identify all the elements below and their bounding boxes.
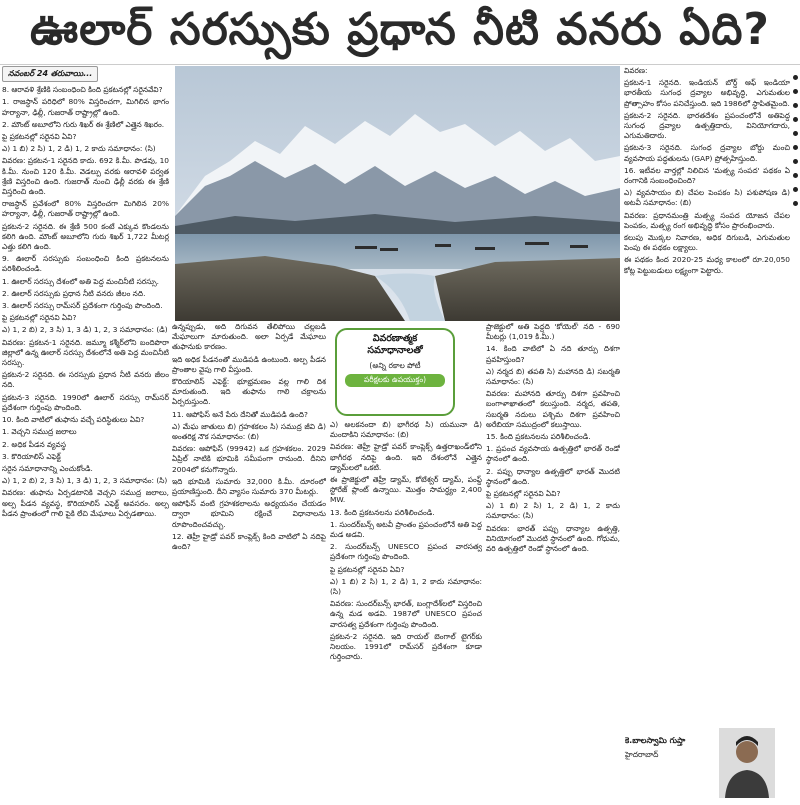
- column-4: [486, 322, 620, 805]
- callout-line-3: (అన్ని రకాల పోటీ: [369, 361, 421, 370]
- continuation-tag: నవంబర్ 24 తరువాయి...: [2, 66, 98, 82]
- col2-paragraph: ఇది అధిక పీడనంతో ముడిపడి ఉంటుంది. అల్ప పీడన ప్రాంతాల వైపు గాలి వీస్తుంది.: [172, 354, 326, 374]
- col1-paragraph: 2. అధిక పీడన వ్యవస్థ: [2, 439, 67, 449]
- col1-paragraph: సరైన సమాధానాన్ని ఎంచుకోండి.: [2, 463, 93, 473]
- author-photo: [719, 728, 775, 798]
- col1-paragraph: 2. మౌంట్ అబూలోని గురు శిఖర్ ఈ శ్రేణిలో ఎత్తైన శిఖరం.: [2, 119, 165, 129]
- col3-paragraph: 1. సుందర్‌బన్స్ అటవీ ప్రాంతం ప్రపంచంలోనే అతి పెద్ద మడ అడవి.: [330, 519, 482, 540]
- col1-paragraph: 9. ఊలార్ సరస్సుకు సంబంధించి కింది ప్రకటనలను పరిశీలించండి.: [2, 254, 169, 274]
- col1-paragraph: 1. రాజస్థాన్ పరిధిలో 80% విస్తరించగా, మిగిలిన భాగం హర్యానా, ఢిల్లీ, గుజరాత్ రాష్ట్రాల్లో ఉంది.: [2, 97, 169, 117]
- col3-paragraph: ఎ) అలకనందా బి) భాగీరథ సి) యమునా డి) మందాకిని సమాధానం: (బి): [330, 420, 482, 440]
- col1-paragraph: 1. ఊలార్ సరస్సు దేశంలో అతి పెద్ద మంచినీటి సరస్సు.: [2, 276, 159, 286]
- col2-paragraph: ఎ) మేఘ జాతులు బి) గ్రహశకలం సి) సముద్ర జీవి డి) అంతరిక్ష నౌక సమాధానం: (బి): [172, 421, 326, 442]
- col3-paragraph: వివరణ: తెహ్రీ హైడ్రో పవర్ కాంప్లెక్స్ ఉత్తరాఖండ్‌లోని భాగీరథ నదిపై ఉంది. ఇది దేశంలోనే ఎత్తైన డ్యామ్‌లలో ఒకటి.: [330, 442, 482, 472]
- col1-paragraph: ప్రకటన-2 సరైనది. ఈ శ్రేణి 500 కంటే ఎక్కువ కొండలను కలిగి ఉంది. మౌంట్ అబూలోని గురు శిఖర్ 1,722 మీటర్ల ఎత్తు కలిగి ఉంది.: [2, 221, 169, 252]
- col1-paragraph: 2. ఊలార్ సరస్సుకు ప్రధాన నీటి వనరు జీలం నది.: [2, 288, 146, 298]
- col1-paragraph: ఎ) 1, 2 బి) 2, 3 సి) 1, 3 డి) 1, 2, 3 సమాధానం: (డి): [2, 325, 168, 335]
- column-4-body: [486, 322, 620, 554]
- col1-paragraph: 3. కొరియాలిస్ ఎఫెక్ట్: [2, 451, 61, 461]
- col1-paragraph: వివరణ: ప్రకటన-1 సరైనది కాదు. 692 కి.మీ. పొడవు, 10 కి.మీ. నుంచి 120 కి.మీ. వెడల్పు వరకు ఆరావళి పర్వత శ్రేణి విస్తరించి ఉంది. గుజరాత్ నుంచి ఢిల్లీ వరకు ఈ శ్రేణి విస్తరించి ఉంది.: [2, 156, 169, 197]
- col3-paragraph: ఎ) 1 బి) 2 సి) 1, 2 డి) 1, 2 కాదు సమాధానం: (సి): [330, 576, 482, 597]
- col4-paragraph: పై ప్రకటనల్లో సరైనవి ఏవి?: [486, 489, 561, 499]
- callout-line-4: పరీక్షలకు ఉపయుక్తం): [345, 374, 445, 387]
- col1-paragraph: ప్రకటన-3 సరైనది. 1990లో ఊలార్ సరస్సు రామ్‌సర్ ప్రదేశంగా గుర్తింపు పొందింది.: [2, 392, 169, 412]
- col4-paragraph: ఎ) 1 బి) 2 సి) 1, 2 డి) 1, 2 కాదు సమాధానం: (సి): [486, 501, 620, 521]
- col4-paragraph: ఎ) నర్మద బి) తపతి సి) మహానది డి) సబర్మతి సమాధానం: (సి): [486, 366, 620, 387]
- author-avatar-icon: [719, 728, 775, 798]
- callout-line-2: సమాధానాలతో: [367, 345, 423, 356]
- col5-paragraph: వివరణ:: [624, 66, 648, 75]
- column-3: [330, 420, 482, 805]
- headline: ఊలార్ సరస్సుకు ప్రధాన నీటి వనరు ఏది?: [30, 4, 770, 55]
- col4-paragraph: 1. ప్రపంచ వ్యవసాయ ఉత్పత్తిలో భారత్ రెండో స్థానంలో ఉంది.: [486, 444, 620, 464]
- col4-paragraph: వివరణ: భారత్ పప్పు ధాన్యాల ఉత్పత్తి, వినియోగంలో మొదటి స్థానంలో ఉంది. గోధుమ, వరి ఉత్పత్తిలో రెండో స్థానంలో ఉంది.: [486, 523, 620, 554]
- col3-paragraph: పై ప్రకటనల్లో సరైనవి ఏవి?: [330, 564, 405, 574]
- col5-paragraph: ప్రకటన-3 సరైనది. సుగంధ ద్రవ్యాల బోర్డు మంచి వ్యవసాయ పద్ధతులను (GAP) ప్రోత్సహిస్తుంది.: [624, 143, 790, 163]
- col1-paragraph: ఎ) 1, 2 బి) 2, 3 సి) 1, 3 డి) 1, 2, 3 సమాధానం: (సి): [2, 476, 168, 486]
- col5-paragraph: వివరణ: ప్రధానమంత్రి మత్స్య సంపద యోజన చేపల పెంపకం, మత్స్య రంగ అభివృద్ధి కోసం ప్రారంభించారు.: [624, 210, 790, 230]
- callout-box: [335, 328, 455, 416]
- col3-paragraph: 13. కింది ప్రకటనలను పరిశీలించండి.: [330, 507, 435, 517]
- author-byline: [625, 728, 775, 800]
- col5-paragraph: 16. ఇటీవల వార్తల్లో నిలిచిన 'మత్స్య సంపద' పథకం ఏ రంగానికి సంబంధించింది?: [624, 165, 790, 186]
- col4-paragraph: 2. పప్పు ధాన్యాల ఉత్పత్తిలో భారత్ మొదటి స్థానంలో ఉంది.: [486, 466, 620, 486]
- column-2: [172, 322, 326, 805]
- col5-paragraph: కలుపు మొక్కల నివారణ, అధిక దిగుబడి, ఎగుమతుల పెంపు ఈ పథకం లక్ష్యాలు.: [624, 233, 790, 253]
- col2-paragraph: 12. తెహ్రీ హైడ్రో పవర్ కాంప్లెక్స్ కింది వాటిలో ఏ నదిపై ఉంది?: [172, 531, 326, 552]
- col3-paragraph: ఈ ప్రాజెక్టులో తెహ్రీ డ్యామ్, కోటేశ్వర్ డ్యామ్, పంప్డ్ స్టోరేజ్ ప్లాంట్ ఉన్నాయి. మొత్తం సామర్థ్యం 2,400 MW.: [330, 475, 482, 505]
- col1-paragraph: పై ప్రకటనల్లో సరైనవి ఏవి?: [2, 313, 77, 323]
- col3-paragraph: ప్రకటన-2 సరైనది. ఇది రాయల్ బెంగాల్ టైగర్‌కు నిలయం. 1991లో రామ్‌సర్ ప్రదేశంగా కూడా గుర్తించారు.: [330, 631, 482, 662]
- lake-photo-illustration: [175, 66, 620, 321]
- author-name: కె.బాలస్వామి గుప్తా: [625, 736, 686, 745]
- col5-paragraph: ప్రకటన-2 సరైనది. భారతదేశం ప్రపంచంలోనే అతిపెద్ద సుగంధ ద్రవ్యాల ఉత్పత్తిదారు, వినియోగదారు, ఎగుమతిదారు.: [624, 110, 790, 141]
- column-5: [624, 66, 790, 726]
- col1-paragraph: 3. ఊలార్ సరస్సు రామ్‌సర్ ప్రదేశంగా గుర్తింపు పొందింది.: [2, 301, 163, 311]
- col4-paragraph: 14. కింది వాటిలో ఏ నది తూర్పు దిశగా ప్రవహిస్తుంది?: [486, 344, 620, 364]
- col1-paragraph: 8. ఆరావళి శ్రేణికి సంబంధించి కింది ప్రకటనల్లో సరైనవేవి?: [2, 85, 163, 95]
- col4-paragraph: ప్రాజెక్టులో అతి పెద్దది 'కోయెల్‌' నది - 690 మీటర్లు (1,019 కి.మీ.): [486, 322, 620, 342]
- lake-photo: [175, 66, 620, 321]
- col2-paragraph: కొరియాలిస్ ఎఫెక్ట్: భూభ్రమణం వల్ల గాలి దిశ మారుతుంది. ఇది తుఫాను గాలి చక్రాలను ఏర్పరుస్తుంది.: [172, 377, 326, 407]
- col1-paragraph: పై ప్రకటనల్లో సరైనవి ఏవి?: [2, 132, 77, 142]
- col2-paragraph: ఆపోఫిస్ వంటి గ్రహశకలాలను అధ్యయనం చేయడం ద్వారా భూమిని రక్షించే విధానాలను రూపొందించవచ్చు.: [172, 499, 326, 529]
- col2-paragraph: ఉన్నప్పుడు, అది దిగువన తేలిపోయి చల్లబడి మేఘాలుగా మారుతుంది. అలా ఏర్పడే మేఘాలు తుఫానుకు కారణం.: [172, 322, 326, 352]
- column-5-body: [624, 66, 790, 276]
- col1-paragraph: ప్రకటన-2 సరైనది. ఈ సరస్సుకు ప్రధాన నీటి వనరు జీలం నది.: [2, 370, 169, 390]
- col1-paragraph: వివరణ: ప్రకటన-1 సరైనది. జమ్మూ కశ్మీర్‌లోని బందిపొరా జిల్లాలో ఉన్న ఊలార్ సరస్సు దేశంలోనే అతి పెద్ద మంచినీటి సరస్సు.: [2, 337, 169, 368]
- col4-paragraph: వివరణ: మహానది తూర్పు దిశగా ప్రవహించి బంగాళాఖాతంలో కలుస్తుంది. నర్మద, తపతి, సబర్మతి నదులు పశ్చిమ దిశగా ప్రవహించి అరేబియా సముద్రంలో కలుస్తాయి.: [486, 389, 620, 429]
- column-1-body: [2, 85, 169, 519]
- col1-paragraph: రాజస్థాన్ ప్రవేశంలో 80% విస్తరించగా మిగిలిన 20% హర్యానా, ఢిల్లీ, గుజరాత్ రాష్ట్రాల్లో ఉంది.: [2, 199, 169, 219]
- column-2-body: [172, 322, 326, 552]
- column-1: [2, 66, 169, 805]
- col1-paragraph: 1. వెచ్చని సముద్ర జలాలు: [2, 427, 77, 437]
- column-3-body: [330, 420, 482, 662]
- col1-paragraph: వివరణ: తుఫాను ఏర్పడటానికి వెచ్చని సముద్ర జలాలు, అల్ప పీడన వ్యవస్థ, కొరియాలిస్ ఎఫెక్ట్ అవసరం. అల్ప పీడన ప్రాంతంలో గాలి పైకి లేచి మేఘాలు ఏర్పడతాయి.: [2, 488, 169, 518]
- callout-line-1: వివరణాత్మక: [372, 333, 418, 344]
- author-location: హైదరాబాద్: [625, 750, 659, 759]
- col5-paragraph: ఈ పథకం కింద 2020-25 మధ్య కాలంలో రూ.20,050 కోట్ల పెట్టుబడులు లక్ష్యంగా పెట్టారు.: [624, 255, 790, 275]
- col4-paragraph: 15. కింది ప్రకటనలను పరిశీలించండి.: [486, 432, 591, 442]
- col5-paragraph: ప్రకటన-1 సరైనది. ఇండియన్ బోర్డ్ ఆఫ్ ఇండియా భారతీయ సుగంధ ద్రవ్యాల అభివృద్ధి, ఎగుమతుల ప్రోత్సాహం కోసం పనిచేస్తుంది. ఇది 1986లో స్థాపితమైంది.: [624, 78, 790, 108]
- col3-paragraph: వివరణ: సుందర్‌బన్స్ భారత్, బంగ్లాదేశ్‌లలో విస్తరించి ఉన్న మడ అడవి. 1987లో UNESCO ప్రపంచ వారసత్వ ప్రదేశంగా గుర్తింపు పొందింది.: [330, 599, 482, 629]
- col2-paragraph: ఇది భూమికి సుమారు 32,000 కి.మీ. దూరంలో ప్రయాణిస్తుంది. దీని వ్యాసం సుమారు 370 మీటర్లు.: [172, 476, 326, 497]
- header-divider: [0, 64, 800, 65]
- col1-paragraph: ఎ) 1 బి) 2 సి) 1, 2 డి) 1, 2 కాదు సమాధానం: (సి): [2, 144, 156, 154]
- adjacent-column-edge: [790, 66, 800, 805]
- col2-paragraph: 11. ఆపోఫిస్ అనే పేరు దేనితో ముడిపడి ఉంది?: [172, 409, 308, 419]
- col3-paragraph: 2. సుందర్‌బన్స్ UNESCO ప్రపంచ వారసత్వ ప్రదేశంగా గుర్తింపు పొందింది.: [330, 542, 482, 562]
- col1-paragraph: 10. కింది వాటిలో తుఫాను వచ్చే పరిస్థితులు ఏవి?: [2, 415, 145, 425]
- col2-paragraph: వివరణ: ఆపోఫిస్ (99942) ఒక గ్రహశకలం. 2029 ఏప్రిల్ నాటికి భూమికి సమీపంగా రానుంది. దీనిని 2004లో కనుగొన్నారు.: [172, 444, 326, 474]
- col5-paragraph: ఎ) వ్యవసాయం బి) చేపల పెంపకం సి) పశుపోషణ డి) అటవీ సమాధానం: (బి): [624, 188, 790, 208]
